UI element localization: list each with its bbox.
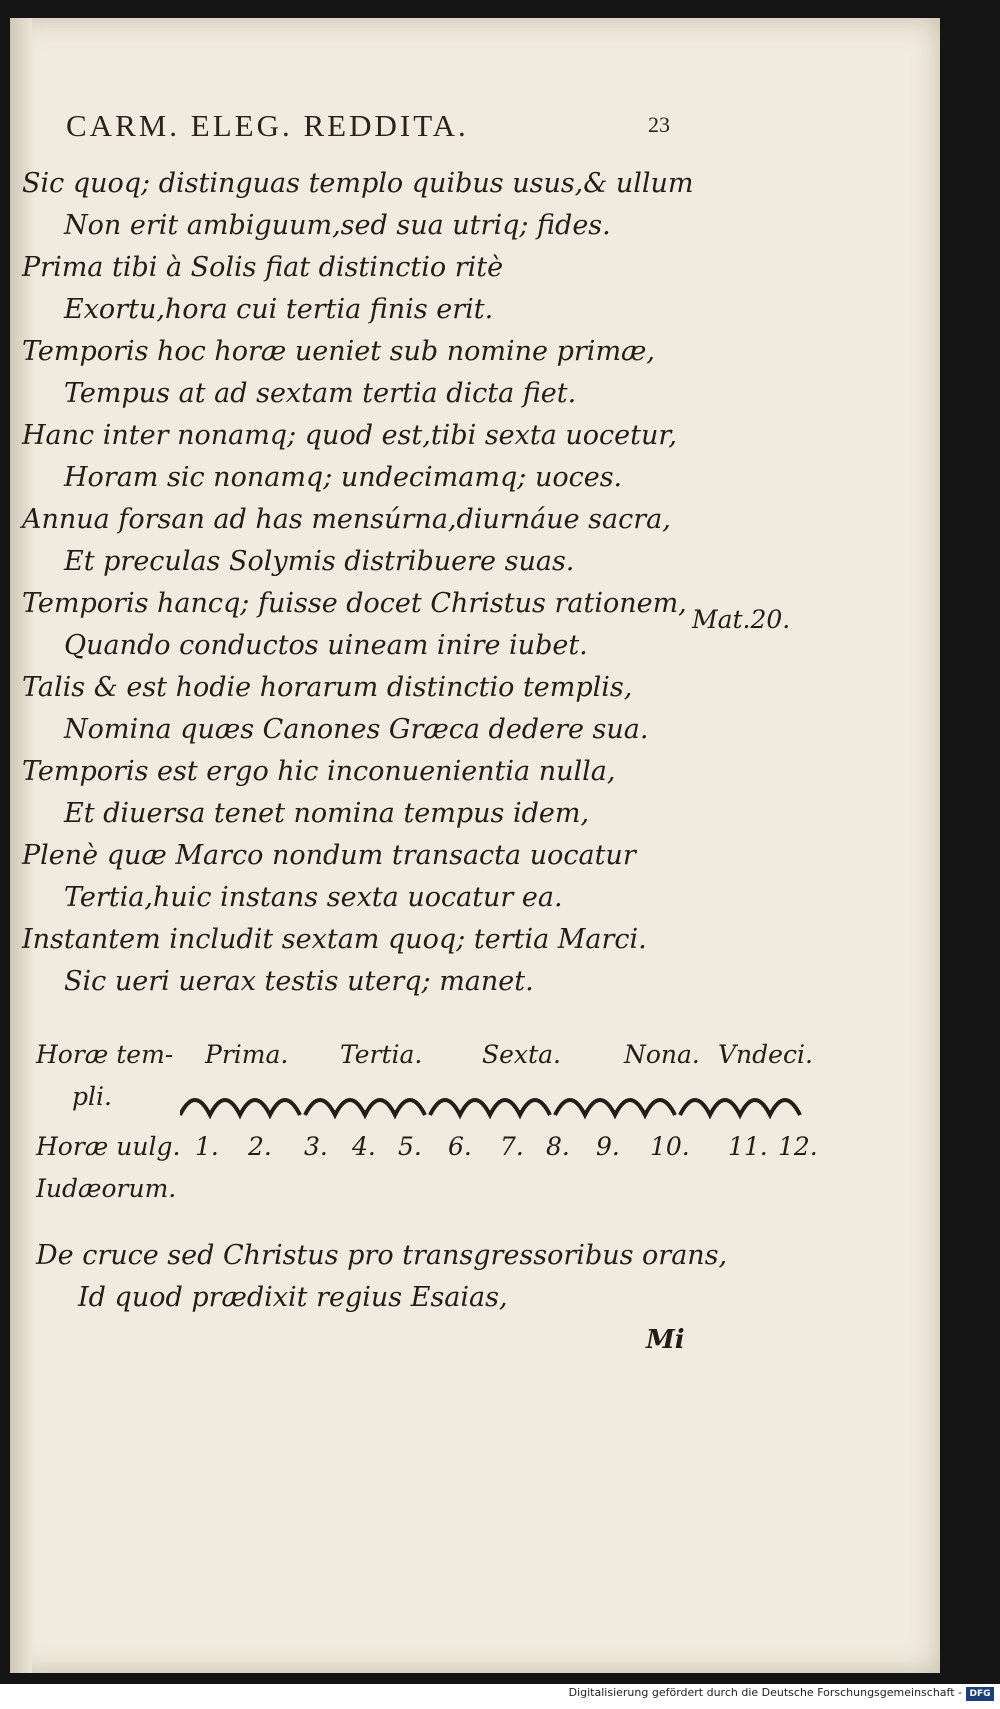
table-cell: Sexta. <box>482 1040 561 1069</box>
verse-line: Et diuersa tenet nomina tempus idem, <box>64 798 590 829</box>
margin-note: Mat.20. <box>692 605 791 634</box>
footer-credit: Digitalisierung gefördert durch die Deutsche Forschungsgemeinschaft - <box>568 1686 962 1699</box>
catchword: Mi <box>646 1325 685 1355</box>
hour-brackets <box>180 1085 820 1125</box>
verse-line: Id quod prædixit regius Esaias, <box>78 1282 508 1313</box>
table-cell: Prima. <box>205 1040 289 1069</box>
verse-line: Sic ueri uerax testis uterq; manet. <box>64 966 534 997</box>
running-head: CARM. ELEG. REDDITA. <box>66 108 469 143</box>
verse-line: Temporis hancq; fuisse docet Christus rationem, <box>22 588 687 619</box>
verse-line: Prima tibi à Solis fiat distinctio ritè <box>22 252 504 283</box>
table-cell: 8. <box>546 1132 570 1161</box>
table-cell: 7. <box>500 1132 524 1161</box>
table-cell: 1. <box>195 1132 219 1161</box>
verse-line: Annua forsan ad has mensúrna,diurnáue sacra, <box>22 504 671 535</box>
table-cell: Nona. <box>624 1040 700 1069</box>
verse-line: Hanc inter nonamq; quod est,tibi sexta uocetur, <box>22 420 677 451</box>
verse-line: Tempus at ad sextam tertia dicta fiet. <box>64 378 577 409</box>
verse-line: Exortu,hora cui tertia finis erit. <box>64 294 494 325</box>
verse-line: Sic quoq; distinguas templo quibus usus,& ullum <box>22 168 694 199</box>
verse-line: Plenè quæ Marco nondum transacta uocatur <box>22 840 636 871</box>
table-row-label: Iudæorum. <box>36 1174 177 1203</box>
verse-line: De cruce sed Christus pro transgressoribus orans, <box>36 1240 728 1271</box>
table-cell: 9. <box>596 1132 620 1161</box>
table-cell: 2. <box>248 1132 272 1161</box>
table-cell: 6. <box>448 1132 472 1161</box>
table-cell: 5. <box>398 1132 422 1161</box>
table-cell: 4. <box>352 1132 376 1161</box>
verse-line: Temporis hoc horæ ueniet sub nomine primæ, <box>22 336 656 367</box>
verse-line: Tertia,huic instans sexta uocatur ea. <box>64 882 563 913</box>
page-number: 23 <box>648 112 670 137</box>
verse-line: Talis & est hodie horarum distinctio templis, <box>22 672 633 703</box>
dfg-logo-icon: DFG <box>966 1687 994 1701</box>
table-cell: 3. <box>304 1132 328 1161</box>
table-row-label: pli. <box>72 1082 112 1111</box>
table-cell: Tertia. <box>340 1040 423 1069</box>
table-cell: 10. <box>650 1132 690 1161</box>
table-row-label: Horæ tem- <box>36 1040 174 1069</box>
verse-line: Instantem includit sextam quoq; tertia Marci. <box>22 924 647 955</box>
verse-line: Nomina quæs Canones Græca dedere sua. <box>64 714 649 745</box>
verse-line: Non erit ambiguum,sed sua utriq; fides. <box>64 210 611 241</box>
footer-bar <box>0 1684 1000 1709</box>
verse-line: Et preculas Solymis distribuere suas. <box>64 546 575 577</box>
table-cell: 12. <box>778 1132 818 1161</box>
verse-line: Quando conductos uineam inire iubet. <box>64 630 588 661</box>
verse-line: Temporis est ergo hic inconuenientia nulla, <box>22 756 616 787</box>
table-cell: 11. <box>728 1132 768 1161</box>
verse-line: Horam sic nonamq; undecimamq; uoces. <box>64 462 623 493</box>
table-cell: Vndeci. <box>718 1040 813 1069</box>
table-row-label: Horæ uulg. <box>36 1132 181 1161</box>
